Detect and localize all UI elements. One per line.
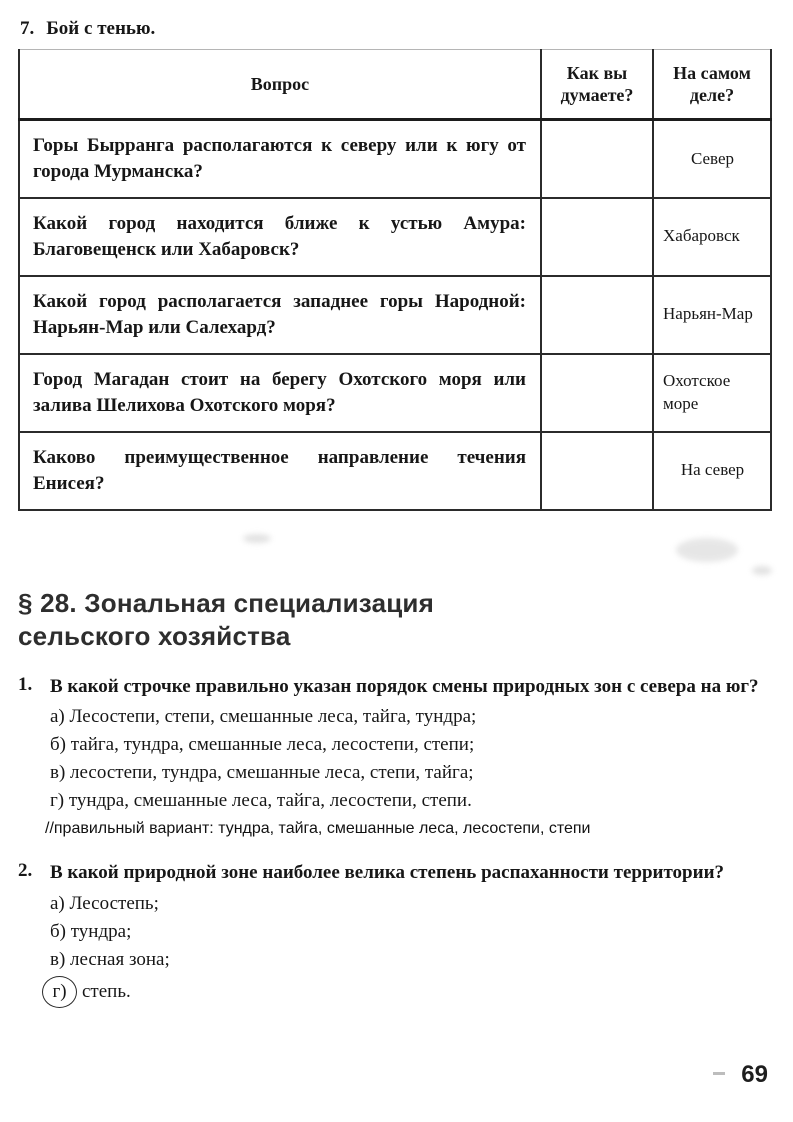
scan-smudge [243, 534, 271, 543]
page-number: 69 [741, 1061, 768, 1088]
table-row [19, 354, 771, 432]
actual-answer-cell: Хабаровск [653, 198, 771, 276]
actual-answer-cell: На север [653, 432, 771, 510]
shadow-boxing-table [18, 49, 772, 511]
your-guess-cell [541, 432, 653, 510]
section-28-heading-line1: § 28. Зональная специализация [18, 587, 434, 618]
option-g-circled [50, 976, 770, 1008]
question-1-options [50, 703, 770, 815]
section-28-heading [18, 587, 770, 653]
option-b: б) тайга, тундра, смешанные леса, лесостепи, степи; [50, 734, 475, 756]
your-guess-cell [541, 354, 653, 432]
option-a: а) Лесостепь; [50, 893, 159, 914]
question-2-number: 2. [18, 860, 33, 882]
actual-answer-cell: Север [653, 120, 771, 198]
option-v: в) лесная зона; [50, 948, 170, 970]
scan-edge-mark [713, 1072, 725, 1075]
question-2 [18, 860, 770, 1007]
actual-answer-cell: Охотское море [653, 354, 771, 432]
your-guess-cell [541, 198, 653, 276]
question-2-options [50, 890, 770, 1008]
option-g-text: степь. [82, 980, 131, 1002]
table-row [19, 432, 771, 510]
table-row [19, 198, 771, 276]
task-7-number: 7. [20, 18, 35, 39]
table-row [19, 276, 771, 354]
col-header-your-guess: Как вы думаете? [541, 50, 653, 120]
col-header-actual: На самом деле? [653, 50, 771, 120]
table-row [19, 120, 771, 198]
option-b: б) тундра; [50, 920, 132, 942]
question-cell: Город Магадан стоит на берегу Охотского моря или залива Шелихова Охотского моря? [19, 354, 541, 432]
circled-answer-mark: г) [42, 976, 77, 1008]
question-cell: Какой город находится ближе к устью Амура: Благовещенск или Хабаровск? [19, 198, 541, 276]
scan-smudge [676, 538, 738, 562]
question-1-number: 1. [18, 673, 33, 695]
actual-answer-cell: Нарьян-Мар [653, 276, 771, 354]
col-header-question: Вопрос [19, 50, 541, 120]
scan-smudge [752, 566, 772, 575]
task-7-title: Бой с тенью. [46, 18, 156, 39]
question-cell: Каково преимущественное направление течения Енисея? [19, 432, 541, 510]
question-1-text: В какой строчке правильно указан порядок смены природных зон с севера на юг? [50, 675, 759, 697]
question-1-answer-note: //правильный вариант: тундра, тайга, смешанные леса, лесостепи, степи [45, 819, 591, 837]
question-cell: Горы Бырранга располагаются к северу или к югу от города Мурманска? [19, 120, 541, 198]
question-1 [18, 674, 770, 840]
question-cell: Какой город располагается западнее горы Народной: Нарьян-Мар или Салехард? [19, 276, 541, 354]
question-2-text: В какой природной зоне наиболее велика степень распаханности территории? [50, 862, 725, 884]
section-28-heading-line2: сельского хозяйства [18, 620, 291, 651]
option-g: г) тундра, смешанные леса, тайга, лесостепи, степи. [50, 789, 472, 811]
option-v: в) лесостепи, тундра, смешанные леса, степи, тайга; [50, 761, 474, 783]
table-header-row [19, 50, 771, 120]
task-7-heading [20, 18, 770, 40]
your-guess-cell [541, 276, 653, 354]
option-a: а) Лесостепи, степи, смешанные леса, тайга, тундра; [50, 706, 477, 728]
your-guess-cell [541, 120, 653, 198]
